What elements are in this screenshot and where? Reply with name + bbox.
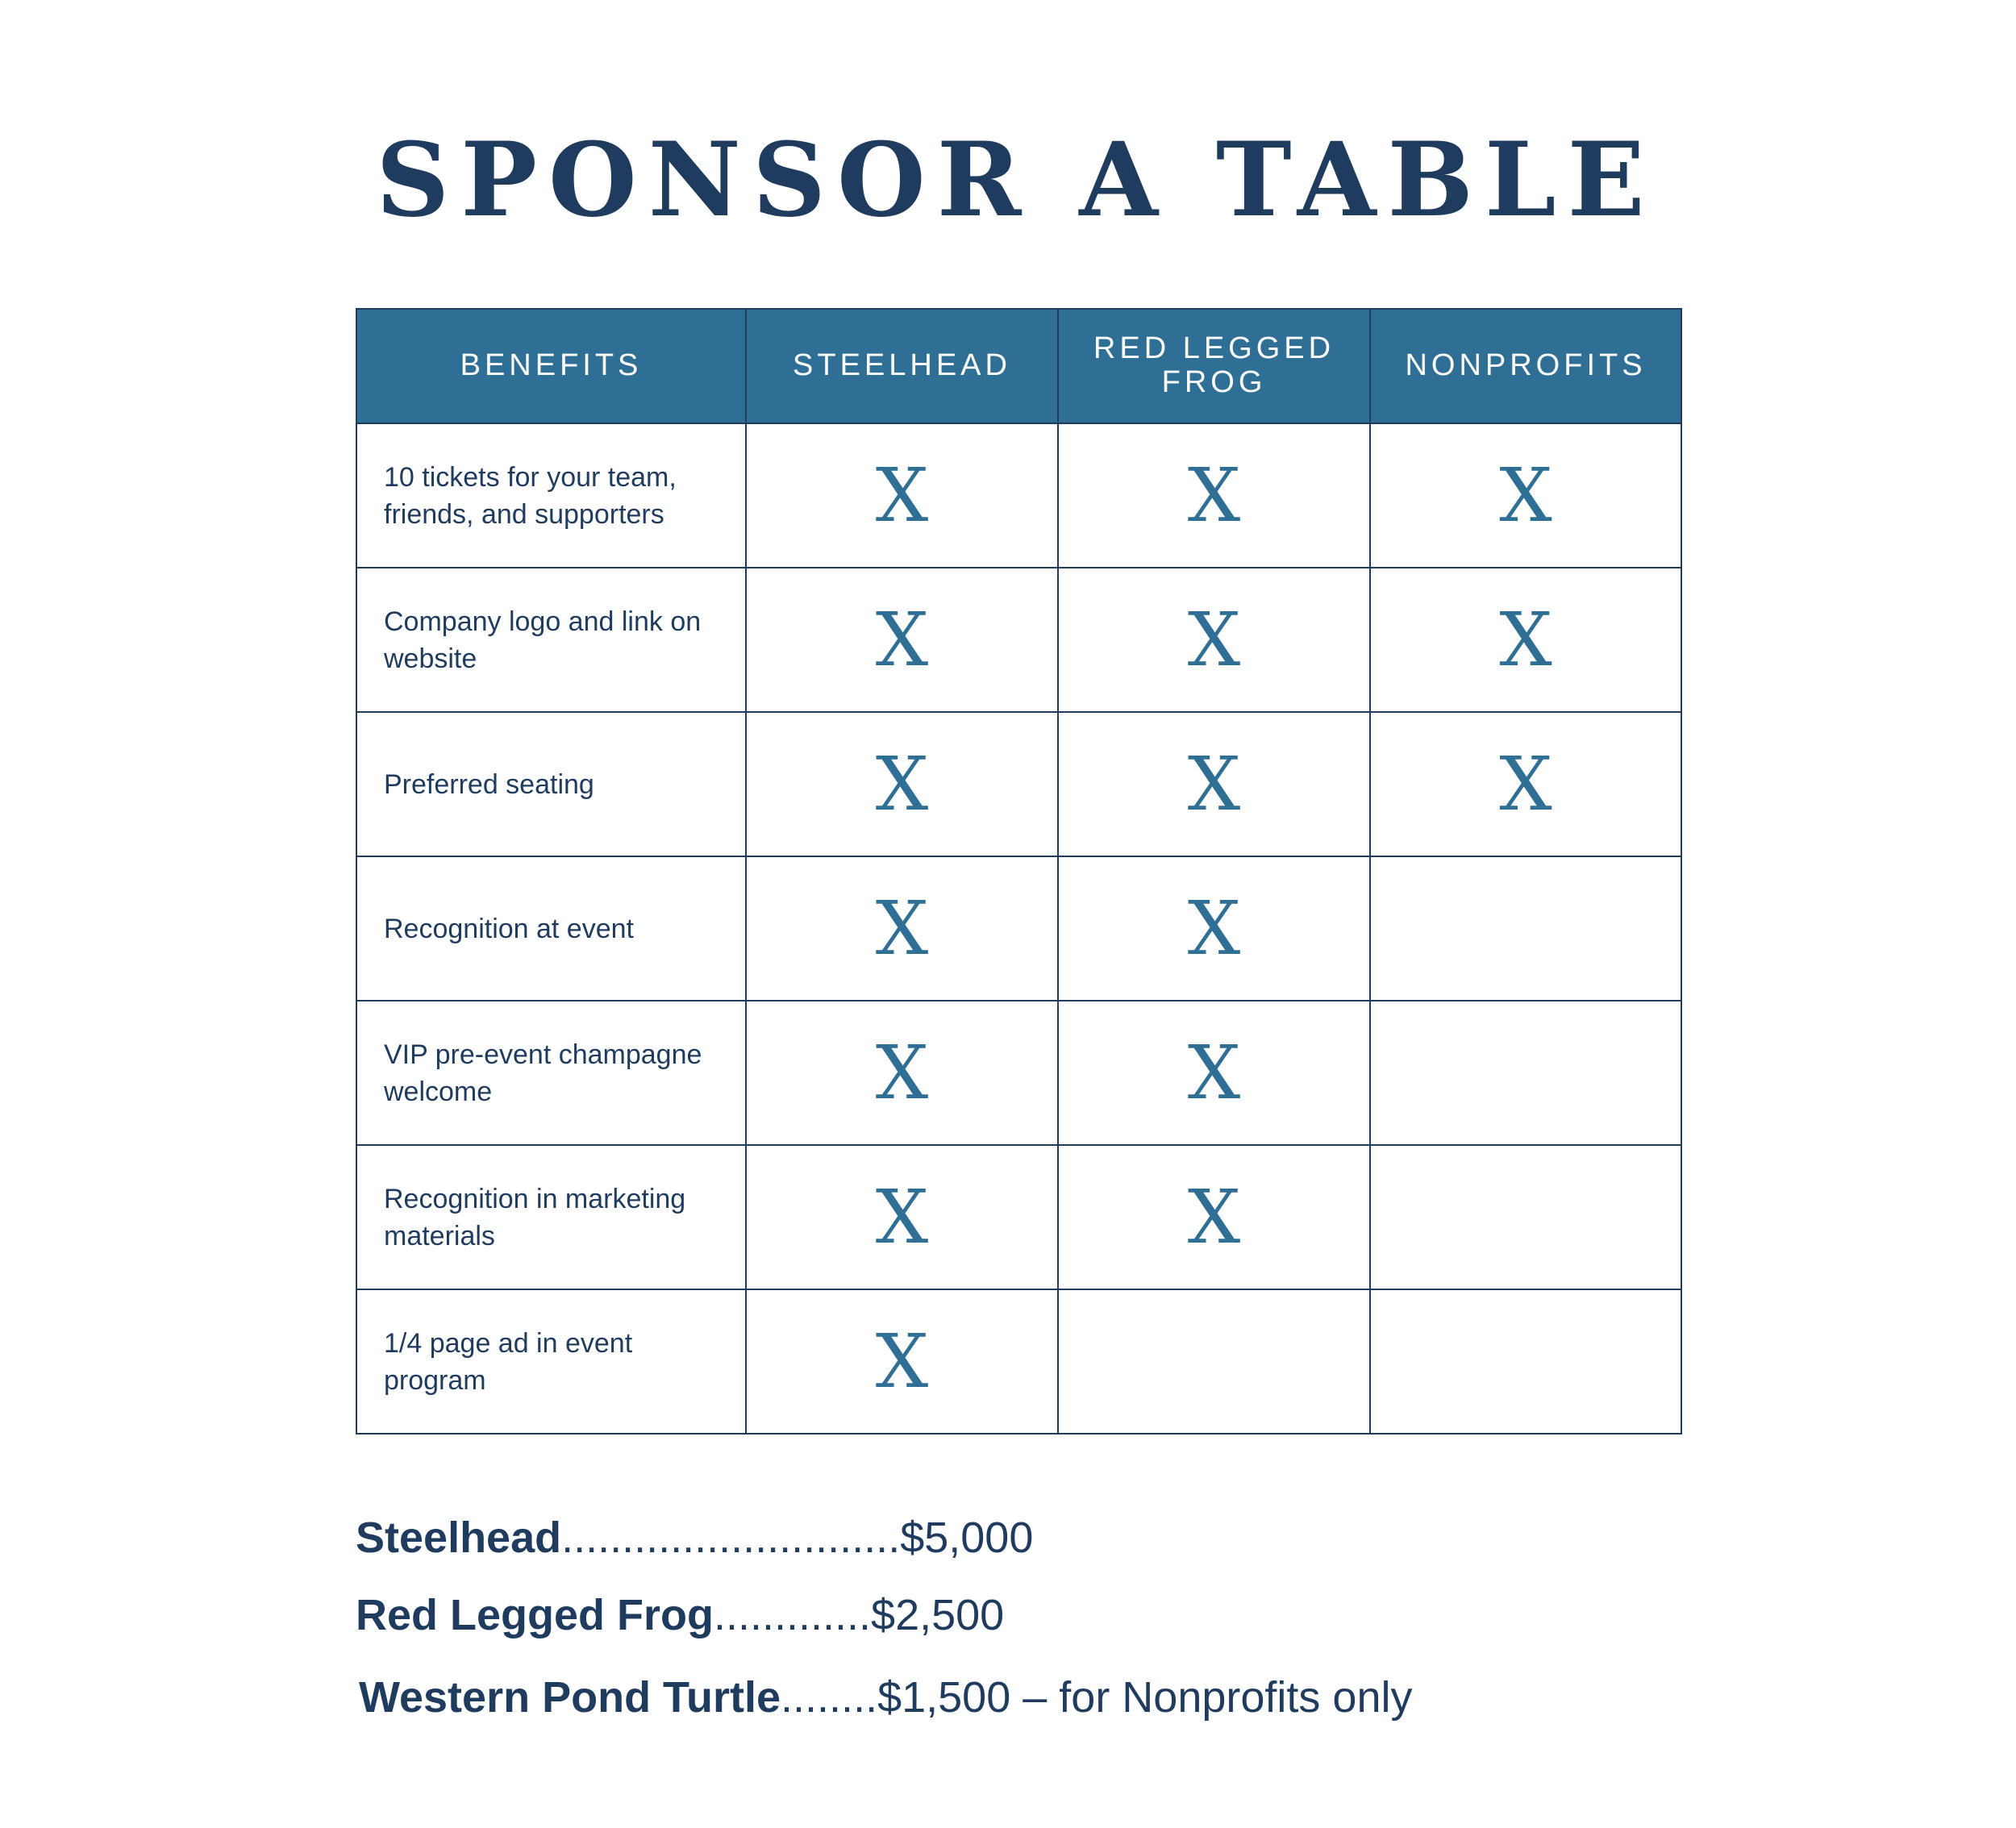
steelhead-mark: X bbox=[746, 856, 1058, 1001]
header-red-legged-frog: RED LEGGED FROG bbox=[1058, 309, 1370, 423]
red-legged-frog-mark: X bbox=[1058, 856, 1370, 1001]
benefit-cell: Company logo and link on website bbox=[356, 568, 746, 712]
red-legged-frog-mark: X bbox=[1058, 423, 1370, 568]
steelhead-mark: X bbox=[746, 423, 1058, 568]
benefit-cell: 1/4 page ad in event program bbox=[356, 1289, 746, 1434]
pricing-row-red-legged-frog bbox=[356, 1593, 1727, 1671]
table-row bbox=[356, 1145, 1681, 1289]
leader-dots: ........ bbox=[781, 1673, 878, 1722]
red-legged-frog-mark: X bbox=[1058, 712, 1370, 856]
steelhead-mark: X bbox=[746, 712, 1058, 856]
tier-name: Steelhead bbox=[356, 1514, 562, 1562]
steelhead-mark: X bbox=[746, 568, 1058, 712]
tier-name: Western Pond Turtle bbox=[359, 1673, 781, 1722]
steelhead-mark: X bbox=[746, 1289, 1058, 1434]
nonprofits-mark bbox=[1370, 1001, 1681, 1145]
table-row bbox=[356, 712, 1681, 856]
nonprofits-mark bbox=[1370, 1145, 1681, 1289]
red-legged-frog-mark: X bbox=[1058, 1001, 1370, 1145]
tier-price: $1,500 – for Nonprofits only bbox=[877, 1673, 1413, 1722]
tier-name: Red Legged Frog bbox=[356, 1591, 714, 1639]
header-steelhead: STEELHEAD bbox=[746, 309, 1058, 423]
leader-dots: ............. bbox=[714, 1591, 872, 1639]
benefit-cell: Recognition at event bbox=[356, 856, 746, 1001]
table-row bbox=[356, 1289, 1681, 1434]
red-legged-frog-mark: X bbox=[1058, 1145, 1370, 1289]
benefit-cell: 10 tickets for your team, friends, and supporters bbox=[356, 423, 746, 568]
pricing-row-western-pond-turtle bbox=[356, 1673, 1727, 1753]
tier-price: $5,000 bbox=[900, 1514, 1034, 1562]
red-legged-frog-mark: X bbox=[1058, 568, 1370, 712]
nonprofits-mark bbox=[1370, 856, 1681, 1001]
table-row bbox=[356, 568, 1681, 712]
benefit-cell: VIP pre-event champagne welcome bbox=[356, 1001, 746, 1145]
benefit-cell: Recognition in marketing materials bbox=[356, 1145, 746, 1289]
benefit-cell: Preferred seating bbox=[356, 712, 746, 856]
pricing-row-steelhead bbox=[356, 1516, 1727, 1593]
red-legged-frog-mark bbox=[1058, 1289, 1370, 1434]
benefits-table bbox=[356, 308, 1682, 1435]
table-header-row bbox=[356, 309, 1681, 423]
table-row bbox=[356, 856, 1681, 1001]
header-nonprofits: NONPROFITS bbox=[1370, 309, 1681, 423]
steelhead-mark: X bbox=[746, 1001, 1058, 1145]
table-row bbox=[356, 423, 1681, 568]
nonprofits-mark bbox=[1370, 1289, 1681, 1434]
page-title: SPONSOR A TABLE bbox=[376, 120, 1656, 239]
steelhead-mark: X bbox=[746, 1145, 1058, 1289]
nonprofits-mark: X bbox=[1370, 568, 1681, 712]
nonprofits-mark: X bbox=[1370, 712, 1681, 856]
tier-price: $2,500 bbox=[871, 1591, 1005, 1639]
pricing-list bbox=[356, 1516, 1727, 1753]
header-benefits: BENEFITS bbox=[356, 309, 746, 423]
nonprofits-mark: X bbox=[1370, 423, 1681, 568]
table-row bbox=[356, 1001, 1681, 1145]
leader-dots: ............................ bbox=[561, 1514, 901, 1562]
